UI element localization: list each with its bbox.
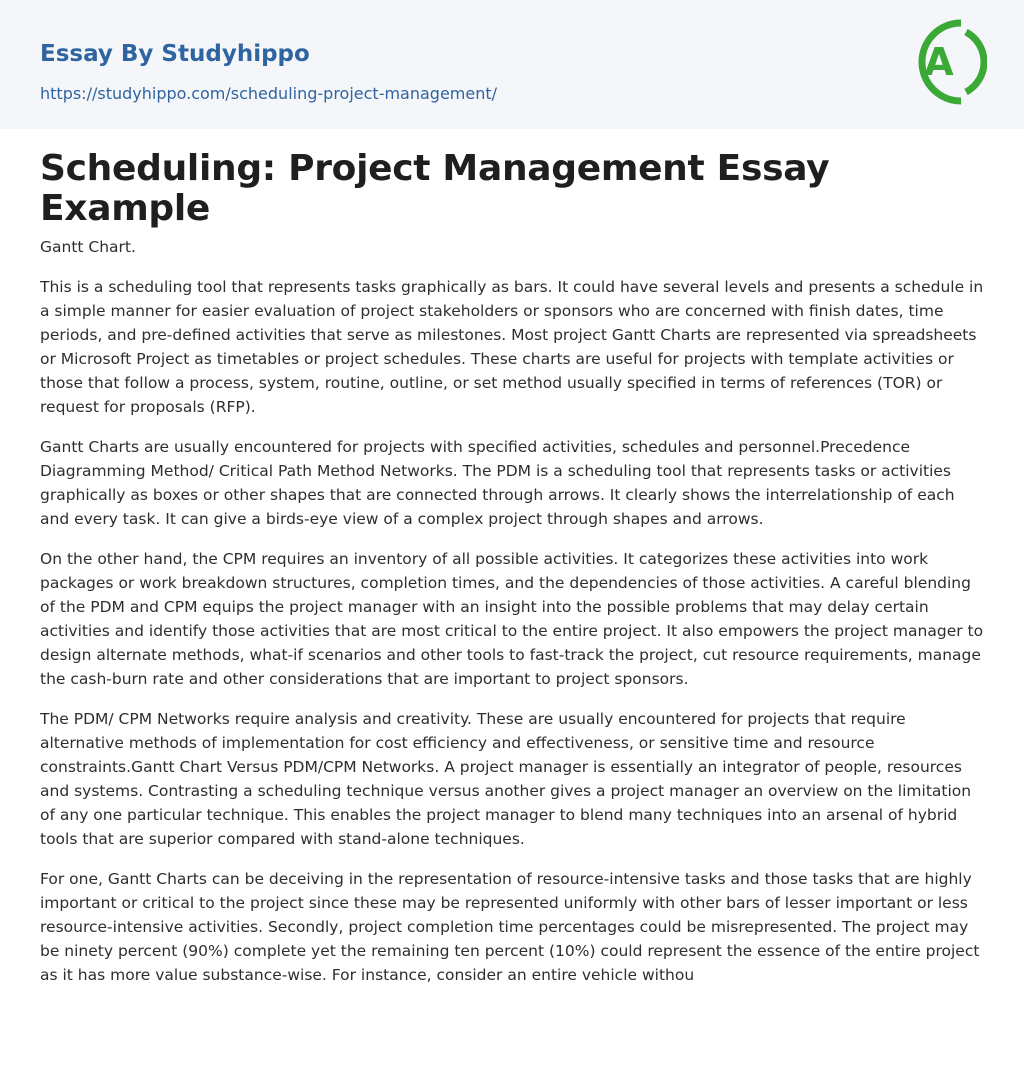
article-paragraph: The PDM/ CPM Networks require analysis and creativity. These are usually encountered for projects that require alternative methods of implementation for cost efficiency and effectiveness, or sensitive time and resource constraints.Gantt Chart Versus PDM/CPM Networks. A project manager is essentially an integrator of people, resources and systems. Contrasting a scheduling technique versus another gives a project manager an overview on the limitation of any one particular technique. This enables the project manager to blend many techniques into an arsenal of hybrid tools that are superior compared with stand-alone techniques. — [40, 710, 972, 848]
article-paragraph: For one, Gantt Charts can be deceiving in the representation of resource-intensive tasks and those tasks that are highly important or critical to the project since these may be represented uniformly with other bars of lesser important or less resource-intensive activities. Secondly, project completion time percentages could be misrepresented. The project may be ninety percent (90%) complete yet the remaining ten percent (10%) could represent the essence of the entire project as it has more value substance-wise. For instance, consider an entire vehicle withou — [40, 870, 980, 984]
page-url-link[interactable]: https://studyhippo.com/scheduling-project-management/ — [40, 84, 498, 103]
article-paragraph: This is a scheduling tool that represents tasks graphically as bars. It could have several levels and presents a schedule in a simple manner for easier evaluation of project stakeholders or sponsors who are concerned with finish dates, time periods, and pre-defined activities that serve as milestones. Most project Gantt Charts are represented via spreadsheets or Microsoft Project as timetables or project schedules. These charts are useful for projects with template activities or those that follow a process, system, routine, outline, or set method usually specified in terms of references (TOR) or request for proposals (RFP). — [40, 278, 984, 416]
page-title: Scheduling: Project Management Essay Example — [40, 148, 830, 229]
article-paragraph: Gantt Charts are usually encountered for projects with specified activities, schedules and personnel.Precedence Diagramming Method/ Critical Path Method Networks. The PDM is a scheduling tool that represents tasks or activities graphically as boxes or other shapes that are connected through arrows. It clearly shows the interrelationship of each and every task. It can give a birds-eye view of a complex project through shapes and arrows. — [40, 438, 955, 528]
article-paragraph: Gantt Chart. — [40, 238, 136, 256]
site-header — [0, 0, 1024, 129]
studyhippo-logo-icon[interactable] — [911, 18, 987, 106]
logo-letter: A — [924, 40, 954, 84]
article-paragraph: On the other hand, the CPM requires an inventory of all possible activities. It categorizes these activities into work packages or work breakdown structures, completion times, and the dependencies of those activities. A careful blending of the PDM and CPM equips the project manager with an insight into the possible problems that may delay certain activities and identify those activities that are most critical to the entire project. It also empowers the project manager to design alternate methods, what-if scenarios and other tools to fast-track the project, cut resource requirements, manage the cash-burn rate and other considerations that are important to project sponsors. — [40, 550, 984, 688]
site-brand[interactable]: Essay By Studyhippo — [40, 41, 310, 67]
article-body — [0, 129, 1024, 987]
